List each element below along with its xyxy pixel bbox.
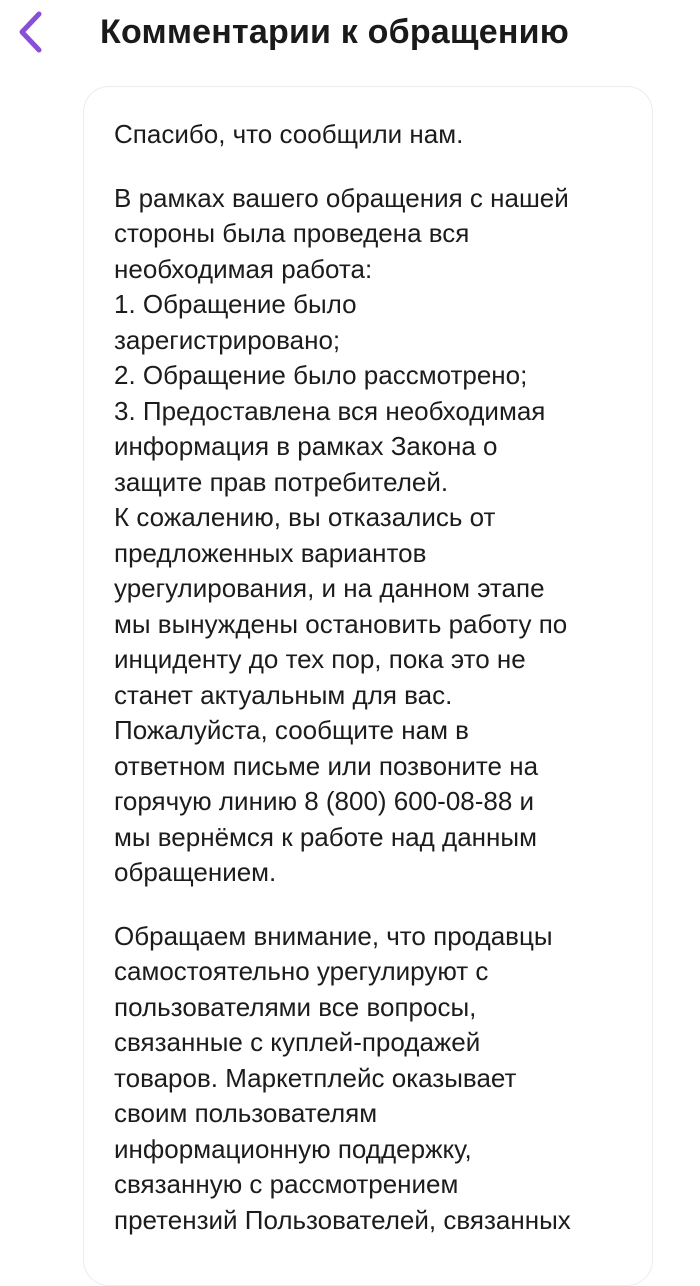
comment-paragraph-thanks: Спасибо, что сообщили нам. xyxy=(114,119,464,149)
comment-card xyxy=(83,86,653,1286)
comment-body xyxy=(84,87,652,1238)
comment-paragraph-work-done: В рамках вашего обращения с нашей стороны была проведена вся необходимая работа: 1. Обращение было зарегистрировано; 2. Обращение было рассмотрено; 3. Предоставлена вся необходимая информация в рамках Закона о защите прав потребителей. К сожалению, вы отказались от предложенных вариантов урегулирования, и на данном этапе мы вынуждены остановить работу по инциденту до тех пор, пока это не станет актуальным для вас. Пожалуйста, сообщите нам в ответном письме или позвоните на горячую линию 8 (800) 600-08-88 и мы вернёмся к работе над данным обращением. xyxy=(114,182,569,887)
comment-paragraph-notice: Обращаем внимание, что продавцы самостоятельно урегулируют с пользователями все вопросы, связанные с куплей-продажей товаров. Маркетплейс оказывает своим пользователям информационную поддержку, связанную с рассмотрением претензий Пользователей, связанных xyxy=(114,920,571,1235)
header-bar xyxy=(0,0,700,64)
back-button[interactable] xyxy=(10,6,50,58)
chevron-left-icon xyxy=(16,10,44,54)
page-title: Комментарии к обращению xyxy=(100,13,569,51)
